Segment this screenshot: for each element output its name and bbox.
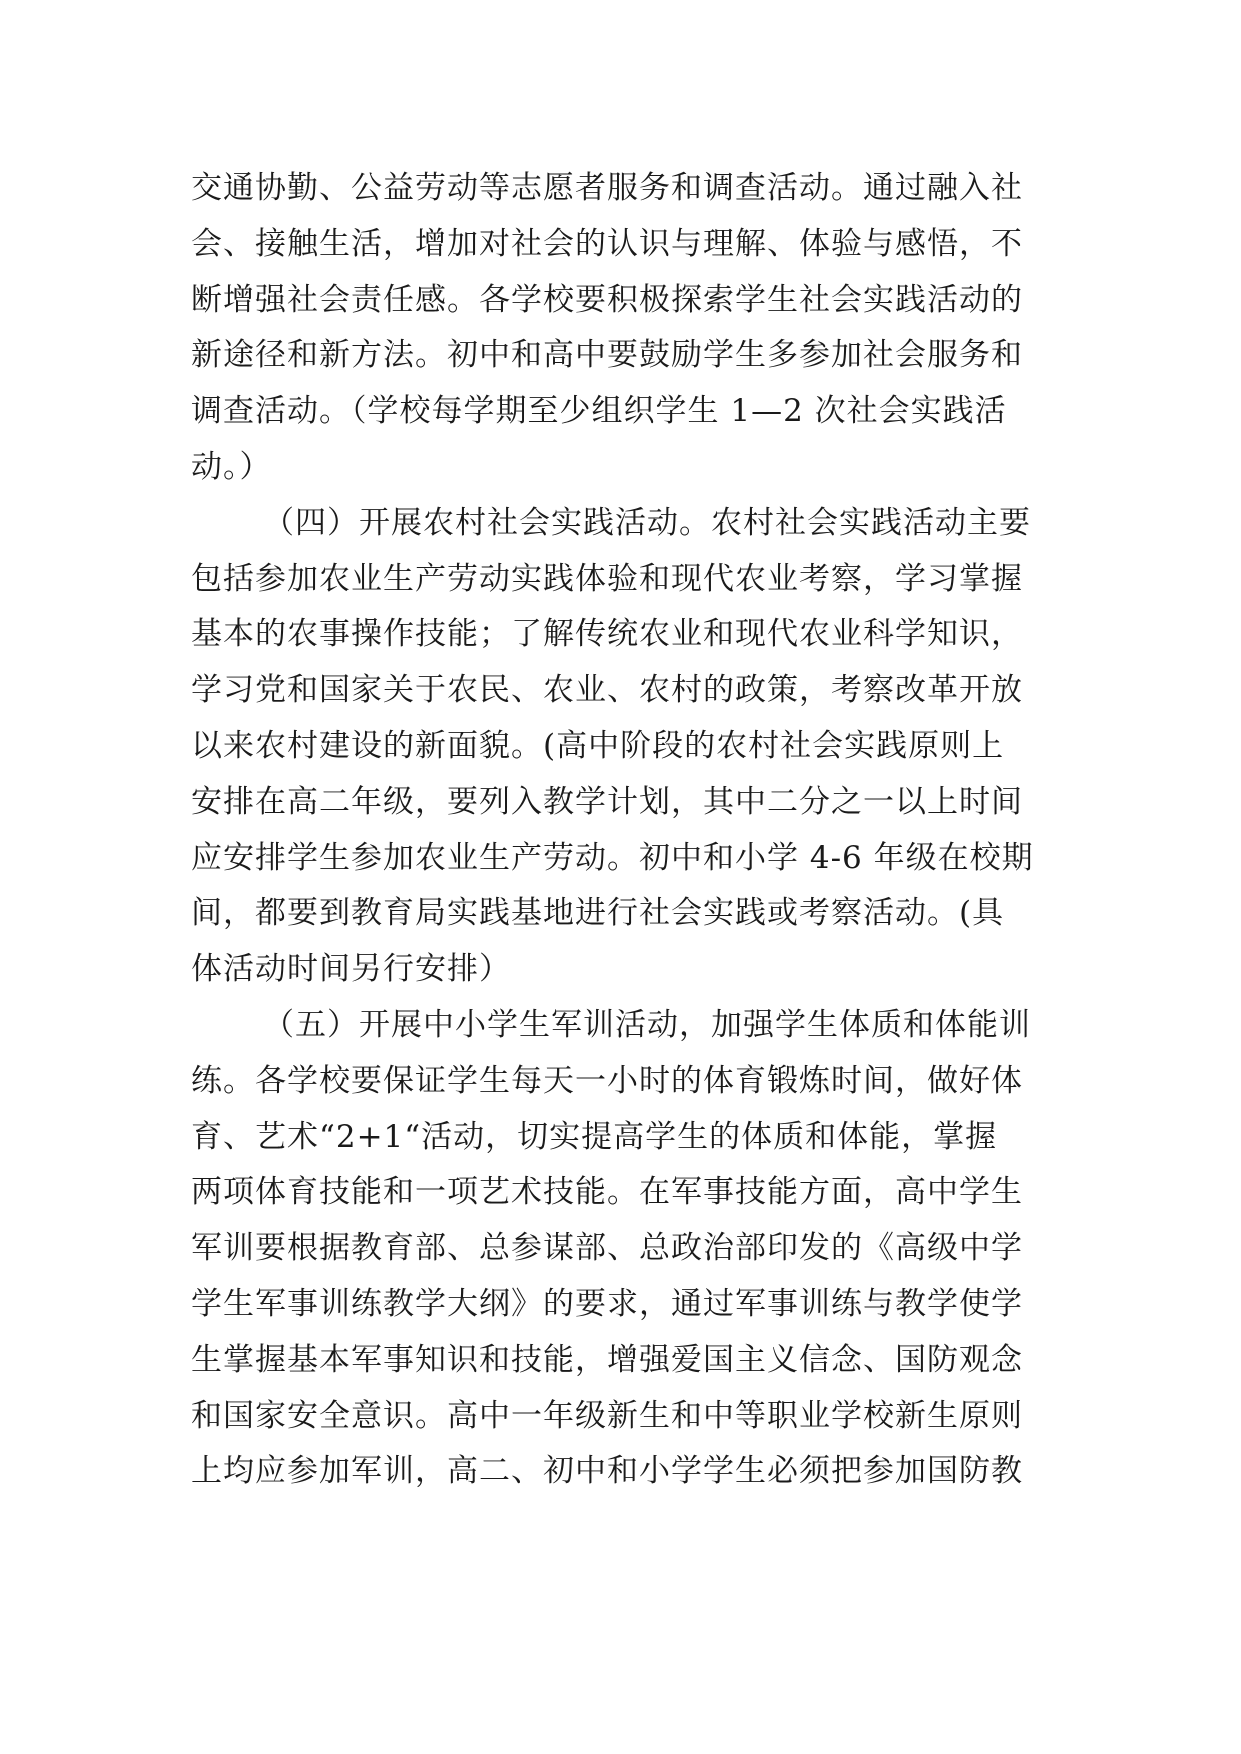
text-line: 会、接触生活，增加对社会的认识与理解、体验与感悟，不: [191, 225, 1023, 262]
text-line: 上均应参加军训，高二、初中和小学学生必须把参加国防教: [191, 1453, 1023, 1490]
text-line: 军训要根据教育部、总参谋部、总政治部印发的《高级中学: [191, 1230, 1023, 1267]
text-line: 间，都要到教育局实践基地进行社会实践或考察活动。(具: [191, 895, 1005, 932]
text-line: 学生军事训练教学大纲》的要求，通过军事训练与教学使学: [191, 1285, 1023, 1322]
text-line: 体活动时间另行安排）: [191, 951, 511, 988]
text-line: 断增强社会责任感。各学校要积极探索学生社会实践活动的: [191, 281, 1023, 318]
text-line: 两项体育技能和一项艺术技能。在军事技能方面，高中学生: [191, 1174, 1023, 1211]
text-line: 生掌握基本军事知识和技能，增强爱国主义信念、国防观念: [191, 1341, 1023, 1378]
text-line: 包括参加农业生产劳动实践体验和现代农业考察，学习掌握: [191, 560, 1023, 597]
text-line: 和国家安全意识。高中一年级新生和中等职业学校新生原则: [191, 1397, 1023, 1434]
text-line: 调查活动。（学校每学期至少组织学生 1—2 次社会实践活: [191, 393, 1007, 430]
text-line: 交通协勤、公益劳动等志愿者服务和调查活动。通过融入社: [191, 170, 1023, 206]
text-line: 练。各学校要保证学生每天一小时的体育锻炼时间，做好体: [191, 1062, 1023, 1099]
text-line: 应安排学生参加农业生产劳动。初中和小学 4-6 年级在校期: [191, 839, 1034, 876]
text-line: 动。）: [191, 448, 272, 485]
text-line: 安排在高二年级，要列入教学计划，其中二分之一以上时间: [191, 783, 1023, 820]
body-text: [191, 161, 1051, 1500]
text-line: 育、艺术“2+1“活动，切实提高学生的体质和体能，掌握: [191, 1118, 998, 1155]
section-heading-line: （五）开展中小学生军训活动，加强学生体质和体能训: [263, 1006, 1031, 1043]
text-line: 学习党和国家关于农民、农业、农村的政策，考察改革开放: [191, 672, 1023, 709]
text-line: 以来农村建设的新面貌。(高中阶段的农村社会实践原则上: [191, 727, 1005, 764]
text-line: 基本的农事操作技能；了解传统农业和现代农业科学知识，: [191, 616, 1023, 653]
section-heading-line: （四）开展农村社会实践活动。农村社会实践活动主要: [263, 504, 1031, 541]
text-line: 新途径和新方法。初中和高中要鼓励学生多参加社会服务和: [191, 337, 1023, 374]
